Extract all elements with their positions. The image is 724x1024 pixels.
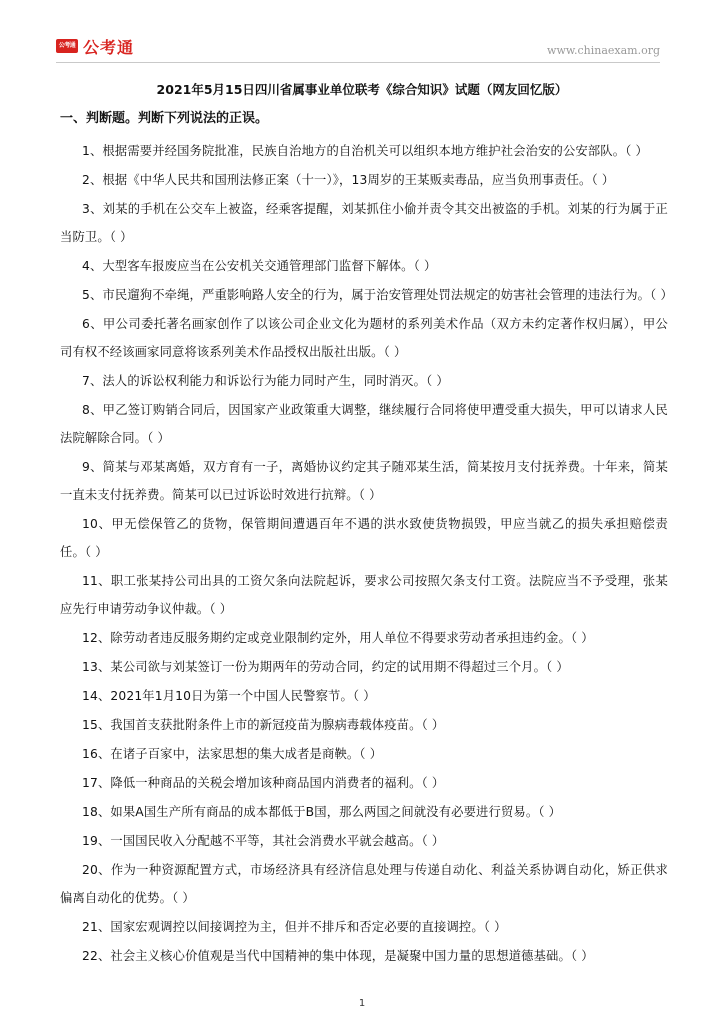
question-item: 22、社会主义核心价值观是当代中国精神的集中体现，是凝聚中国力量的思想道德基础。（ ） (82, 949, 594, 963)
question-item: 18、如果A国生产所有商品的成本都低于B国，那么两国之间就没有必要进行贸易。（ ） (82, 805, 562, 819)
question-item: 8、甲乙签订购销合同后，因国家产业政策重大调整，继续履行合同将使甲遭受重大损失，甲可以请求人民法院解除合同。（ ） (60, 403, 668, 445)
site-url[interactable]: www.chinaexam.org (547, 44, 660, 57)
question-item: 5、市民遛狗不牵绳，严重影响路人安全的行为，属于治安管理处罚法规定的妨害社会管理的违法行为。（ ） (82, 288, 673, 302)
logo-text: 公考通 (83, 37, 135, 57)
question-item: 9、简某与邓某离婚，双方育有一子，离婚协议约定其子随邓某生活，简某按月支付抚养费。十年来，简某一直未支付抚养费。简某可以已过诉讼时效进行抗辩。（ ） (60, 460, 668, 502)
question-item: 12、除劳动者违反服务期约定或竞业限制约定外，用人单位不得要求劳动者承担违约金。（ ） (82, 631, 594, 645)
question-item: 17、降低一种商品的关税会增加该种商品国内消费者的福利。（ ） (82, 776, 445, 790)
question-item: 6、甲公司委托著名画家创作了以该公司企业文化为题材的系列美术作品（双方未约定著作权归属），甲公司有权不经该画家同意将该系列美术作品授权出版社出版。（ ） (60, 317, 668, 359)
question-item: 13、某公司欲与刘某签订一份为期两年的劳动合同，约定的试用期不得超过三个月。（ ） (82, 660, 569, 674)
section-heading: 一、判断题。判断下列说法的正误。 (60, 111, 269, 126)
question-item: 21、国家宏观调控以间接调控为主，但并不排斥和否定必要的直接调控。（ ） (82, 920, 507, 934)
question-item: 4、大型客车报废应当在公安机关交通管理部门监督下解体。（ ） (82, 259, 437, 273)
page-number: 1 (358, 998, 366, 1009)
question-item: 15、我国首支获批附条件上市的新冠疫苗为腺病毒载体疫苗。（ ） (82, 718, 445, 732)
question-list (60, 137, 673, 971)
document-title: 2021年5月15日四川省属事业单位联考《综合知识》试题（网友回忆版） (156, 82, 568, 97)
question-item: 10、甲无偿保管乙的货物，保管期间遭遇百年不遇的洪水致使货物损毁，甲应当就乙的损失承担赔偿责任。（ ） (60, 517, 668, 559)
brand-logo[interactable] (56, 36, 134, 56)
question-item: 16、在诸子百家中，法家思想的集大成者是商鞅。（ ） (82, 747, 383, 761)
page-header (0, 0, 724, 60)
question-item: 2、根据《中华人民共和国刑法修正案（十一）》，13周岁的王某贩卖毒品，应当负刑事责任。（ ） (82, 173, 615, 187)
question-item: 19、一国国民收入分配越不平等，其社会消费水平就会越高。（ ） (82, 834, 445, 848)
question-item: 14、2021年1月10日为第一个中国人民警察节。（ ） (82, 689, 376, 703)
logo-mark-icon: 公考通 (56, 39, 78, 53)
question-item: 11、职工张某持公司出具的工资欠条向法院起诉，要求公司按照欠条支付工资。法院应当不予受理，张某应先行申请劳动争议仲裁。（ ） (60, 574, 668, 616)
header-divider (56, 62, 660, 63)
question-item: 1、根据需要并经国务院批准，民族自治地方的自治机关可以组织本地方维护社会治安的公安部队。（ ） (82, 144, 648, 158)
question-item: 3、刘某的手机在公交车上被盗，经乘客提醒，刘某抓住小偷并责令其交出被盗的手机。刘某的行为属于正当防卫。（ ） (60, 202, 668, 244)
question-item: 20、作为一种资源配置方式，市场经济具有经济信息处理与传递自动化、利益关系协调自动化，矫正供求偏离自动化的优势。（ ） (60, 863, 668, 905)
question-item: 7、法人的诉讼权利能力和诉讼行为能力同时产生，同时消灭。（ ） (82, 374, 449, 388)
